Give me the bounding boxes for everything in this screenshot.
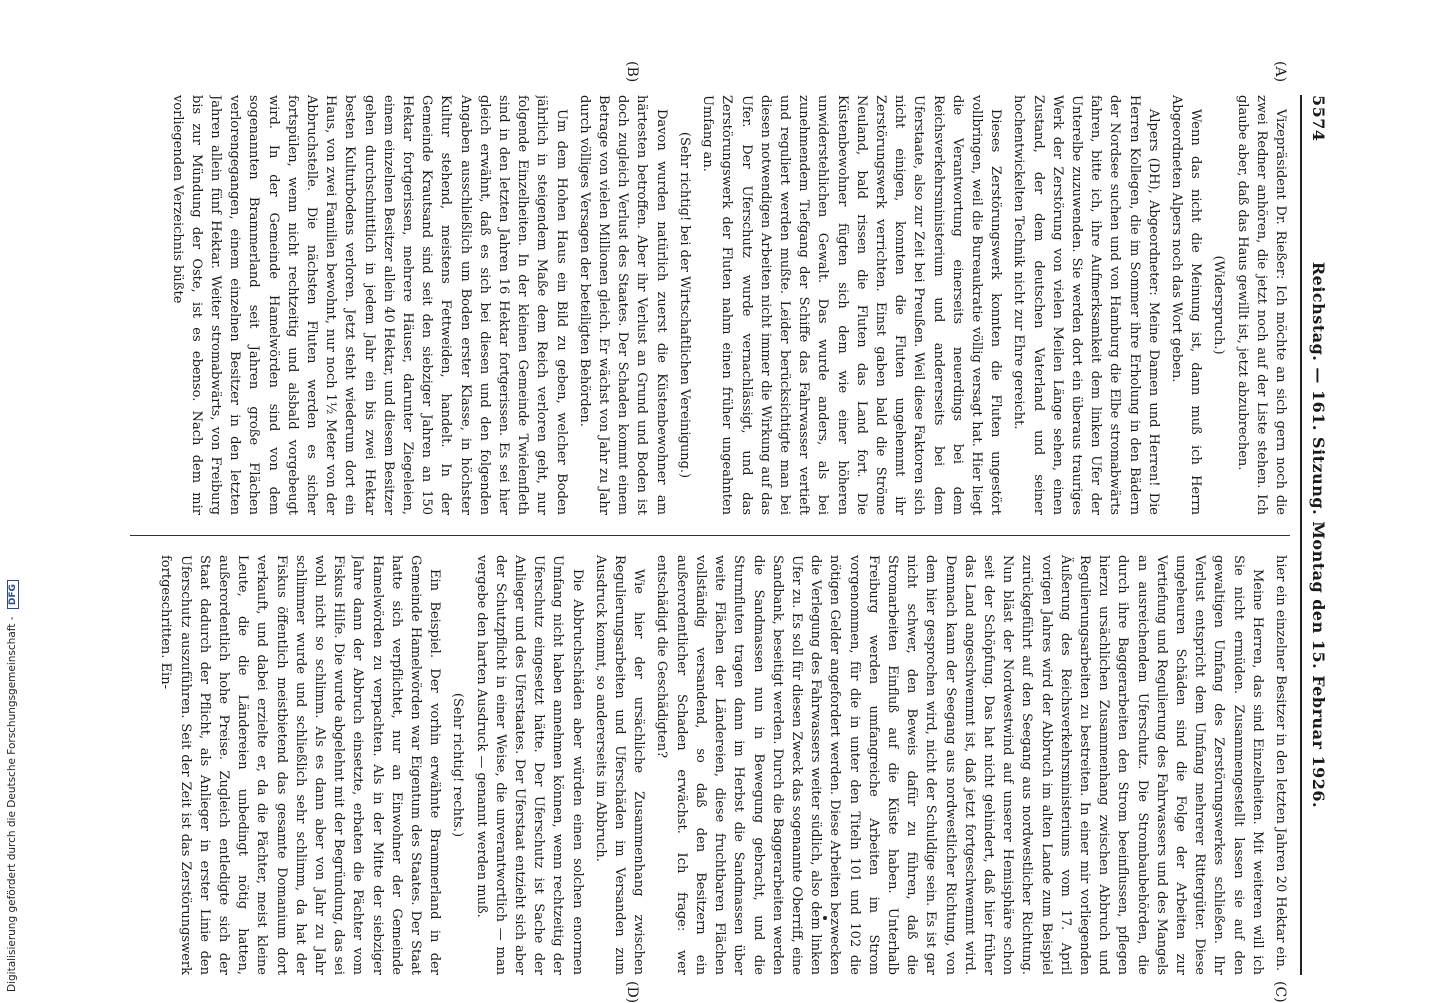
interjection: (Widerspruch.) xyxy=(1211,255,1227,355)
header-rule xyxy=(1300,95,1302,975)
paragraph: Die Abbruchschäden aber würden einen solchen enormen Umfang nicht haben annehmen können, wenn rechtzeitig der Uferschutz eingesetzt hätte. Der Uferschutz ist Sache der Anlieger und des Uferstaates. Der Uferstaat entzieht sich aber der Schutzpflicht in einer Weise, die unverantwortlich — man vergebe den harten Ausdruck — genannt werden muß. xyxy=(473,555,585,975)
interjection: (Sehr richtig! bei der Wirtschaftlichen Vereinigung.) xyxy=(676,131,692,479)
margin-marker-b: (B) xyxy=(624,61,640,83)
margin-marker-d: (D) xyxy=(624,981,640,1003)
paragraph: Ein Beispiel. Der vorhin erwähnte Brammerland in der Gemeinde Hamelwörden war Eigentum des Staates. Der Staat hatte sich verpflichtet, nur an Einwohner der Gemeinde Hamelwörden zu verpachten. Als in der Mitte der siebziger Jahre dann der Abbruch einsetzte, erbaten die Pächter vom Fiskus Hilfe. Die wurde abgelehnt mit der Begründung, das sei wohl nicht so schlimm. Als es dann aber von Jahr zu Jahr schlimmer wurde und schließlich sehr schlimm, da hat der Fiskus öffentlich meistbietend das gesamte Domanium dort verkauft, und dabei erzielte er, da die Pächter, meist kleine Leute, die die Ländereien unbedingt nötig hatten, außerordentlich hohe Preise. Zugleich entledigte sich der Staat dadurch der Pflicht, als Anlieger in erster Linie den Uferschutz auszuführen. Seit der Zeit ist das Zerstörungswerk fortgeschritten. Ein- xyxy=(158,555,443,975)
column-divider xyxy=(130,535,1290,536)
scan-speck xyxy=(823,916,827,920)
interjection: (Sehr richtig! rechts.) xyxy=(450,692,466,838)
dfg-logo-icon: DFG xyxy=(7,580,19,609)
paragraph: Vizepräsident Dr. Rießer: Ich möchte an sich gern noch die zwei Redner anhören, die jetzt noch auf der Liste stehen. Ich glaube aber, daß das Haus gewillt ist, jetzt abzubrechen. xyxy=(1234,95,1288,515)
paragraph: Meine Herren, das sind Einzelheiten. Mit weiteren will ich Sie nicht ermüden. Zusammengestellt lassen sie auf den gewaltigen Umfang des Zerstörungswerkes schließen. Ihr Verlust entspricht dem Umfang mehrerer Rittergüter. Diese ungeheuren Schäden sind die Folge der Arbeiten zur Vertiefung und Regulierung des Fahrwassers und des Mangels an ausreichendem Uferschutz. Die Strombaubehörden, die durch ihre Baggerarbeiten den Strom beeinflussen, pflegen hierzu ursächlichen Zusammenhang zwischen Abbruch und Regulierungsarbeiten zu bestreiten. In einer mir vorliegenden Äußerung des Reichsverkehrsministeriums vom 17. April vorigen Jahres wird der Abbruch im alten Lande zum Beispiel zurückgeführt auf den Seegang aus nordwestlicher Richtung. Nun bläst der Nordwestwind auf unserer Hemisphäre schon seit der Schöpfung. Das hat nicht gehindert, daß hier früher das Land angeschwemmt ist, daß jetzt fortgeschwemmt wird. Demnach kann der Seegang aus nordwestlicher Richtung, von dem hier gesprochen wird, nicht der Schuldige sein. Es ist gar nicht schwer, den Beweis dafür zu führen, daß die Stromarbeiten Einfluß auf die Küste haben. Unterhalb Freiburg werden umfangreiche Arbeiten im Strom vorgenommen, für die in unter den Titeln 101 und 102 die nötigen Gelder angefordert werden. Diese Arbeiten bezwecken die Verlegung des Fahrwassers weiter südlich, also dem linken Ufer zu. Es soll für diesen Zweck das sogenannte Oberriff, eine Sandbank, beseitigt werden. Durch die Baggerarbeiten werden die Sandmassen nun in Bewegung gebracht, und die Sturmfluten tragen dann im Herbst die Sandmassen über weite Flächen der Ländereien, diese fruchtbaren Flächen vollständig versandend, so daß den Besitzern ein außerordentlicher Schaden erwächst. Ich frage: wer entschädigt die Geschädigten? xyxy=(654,555,1265,975)
paragraph: Um dem Hohen Haus ein Bild zu geben, welcher Boden jährlich in steigendem Maße dem Reich verloren geht, nur folgende Einzelheiten. In der kleinen Gemeinde Twielenfleth sind in den letzten Jahren 16 Hektar fortgerissen. Es sei hier gleich erwähnt, daß es sich bei diesen und den folgenden Angaben ausschließlich um Boden erster Klasse, in höchster Kultur stehend, meistens Fettweiden, handelt. In der Gemeinde Krautsand sind seit den siebziger Jahren an 150 Hektar fortgerissen, mehrere Häuser, darunter Ziegeleien, einem einzelnen Besitzer allein 40 Hektar, und diesem Besitzer gehen durchschnittlich in jedem Jahr ein bis zwei Hektar besten Kulturbodens verloren. Jetzt steht wiederum dort ein Haus, von zwei Familien bewohnt, nur noch 1½ Meter von der Abbruchstelle. Die nächsten Fluten werden es sicher fortspülen, wenn nicht rechtzeitig und alsbald vorgebeugt wird. In der Gemeinde Hamelwörden sind von dem sogenannten Brammerland seit Jahren große Flächen verlorengegangen, einem einzelnen Besitzer in den letzten Jahren allein fünf Hektar. Weiter stromabwärts, von Freiburg bis zur Mündung der Oste, ist es ebenso. Nach dem mir vorliegenden Verzeichnis büßte xyxy=(169,95,569,515)
footer-text: Digitalisierung gefördert durch die Deutsche Forschungsgemeinschaft - xyxy=(6,616,18,992)
paragraph: Dieses Zerstörungswerk konnten die Fluten ungestört vollbringen, weil die Bureaukratie völlig versagt hat. Hier liegt die Verantwortung einerseits neuerdings bei dem Reichsverkehrsministerium und andererseits bei dem Uferstaate, also zur Zeit bei Preußen. Weil diese Faktoren sich nicht einigen, konnten die Fluten ungehemmt ihr Zerstörungswerk verrichten. Einst gaben bald die Ströme Neuland, bald rissen die Fluten das Land fort. Die Küstenbewohner fügten sich dem wie einer höheren unwiderstehlichen Gewalt. Das wurde anders, als bei zunehmendem Tiefgang der Schiffe das Fahrwasser vertieft und reguliert werden mußte. Leider berücksichtigte man bei diesen notwendigen Arbeiten nicht immer die Wirkung auf das Ufer. Der Uferschutz wurde vernachlässigt, und das Zerstörungswerk der Fluten nahm einen früher ungeahnten Umfang an. xyxy=(700,95,1004,515)
paragraph: Wenn das nicht die Meinung ist, dann muß ich Herrn Abgeordneten Alpers noch das Wort geben. xyxy=(1168,95,1204,515)
margin-marker-a: (A) xyxy=(1272,61,1288,83)
paragraph: hier ein einzelner Besitzer in den letzten Jahren 20 Hektar ein. xyxy=(1273,555,1288,971)
page-number: 5574 xyxy=(1309,95,1328,142)
page-header xyxy=(1302,95,1330,975)
speech-paragraph: Alpers (DH), Abgeordneter: Meine Damen und Herren! Die Herren Kollegen, die im Sommer ihre Erholung in den Bädern der Nordsee suchen und von Hamburg die Elbe stromabwärts fahren, bitte ich, ihre Aufmerksamkeit dem linken Ufer der Unterelbe zuzuwenden. Sie werden dort ein überaus trauriges Werk der Zerstörung von vielen Meilen Länge sehen, einen Zustand, der dem deutschen Vaterland und seiner hochentwickelten Technik nicht zur Ehre gereicht. xyxy=(1011,95,1161,515)
rotated-page xyxy=(90,61,1330,1003)
right-column xyxy=(110,555,1290,975)
left-column xyxy=(110,95,1290,515)
paragraph: Davon wurden natürlich zuerst die Küstenbewohner am härtesten betroffen. Aber ihr Verlust an Grund und Boden ist doch zugleich Verlust des Staates. Der Schaden kommt einem Betrage von vielen Millionen gleich. Er wächst von Jahr zu Jahr durch völliges Versagen der beteiligten Behörden. xyxy=(576,95,669,515)
page-title: Reichstag. — 161. Sitzung. Montag den 15. Februar 1926. xyxy=(1309,261,1328,809)
paragraph: Wie hier der ursächliche Zusammenhang zwischen Regulierungsarbeiten und Uferschäden im Versanden zum Ausdruck kommt, so andererseits im Abbruch. xyxy=(592,555,647,975)
margin-marker-c: (C) xyxy=(1272,981,1288,1003)
digitization-footer xyxy=(6,580,19,992)
